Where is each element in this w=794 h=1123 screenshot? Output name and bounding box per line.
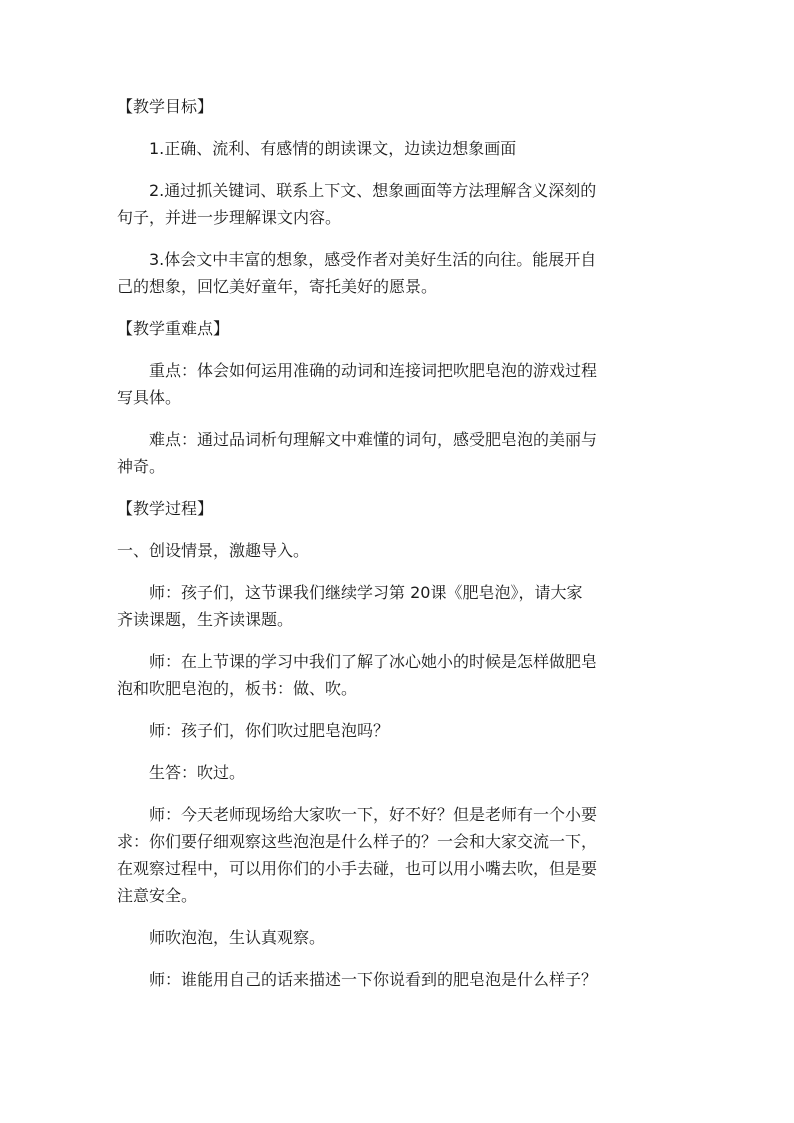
section-title-1: 一、创设情景，激趣导入。: [117, 541, 310, 560]
dialogue-3: 师：孩子们，你们吹过肥皂泡吗？: [149, 721, 390, 740]
document-body: [117, 93, 690, 993]
dialogue-5-line-4: 注意安全。: [117, 886, 198, 905]
heading-teaching-process: 【教学过程】: [117, 499, 214, 518]
dialogue-1-line-1: 师：孩子们，这节课我们继续学习第 20课《肥皂泡》，请大家: [149, 583, 583, 602]
goal-item-3-line-2: 己的想象，回忆美好童年，寄托美好的愿景。: [117, 277, 438, 296]
dialogue-7: 师：谁能用自己的话来描述一下你说看到的肥皂泡是什么样子？: [149, 970, 598, 989]
heading-key-difficult-points: 【教学重难点】: [117, 319, 230, 338]
dialogue-5-line-1: 师：今天老师现场给大家吹一下，好不好？但是老师有一个小要: [149, 805, 598, 824]
dialogue-5-line-2: 求：你们要仔细观察这些泡泡是什么样子的？一会和大家交流一下，: [117, 832, 598, 851]
difficulty-line-2: 神奇。: [117, 457, 166, 476]
dialogue-4: 生答：吹过。: [149, 763, 246, 782]
dialogue-2-line-2: 泡和吹肥皂泡的，板书：做、吹。: [117, 679, 358, 698]
dialogue-6: 师吹泡泡，生认真观察。: [149, 928, 326, 947]
key-point-line-1: 重点：体会如何运用准确的动词和连接词把吹肥皂泡的游戏过程: [149, 361, 598, 380]
goal-item-1: 1.正确、流利、有感情的朗读课文，边读边想象画面: [149, 139, 517, 158]
goal-item-2-line-1: 2.通过抓关键词、联系上下文、想象画面等方法理解含义深刻的: [149, 181, 597, 200]
dialogue-1-line-2: 齐读课题，生齐读课题。: [117, 610, 294, 629]
key-point-line-2: 写具体。: [117, 388, 182, 407]
heading-teaching-goals: 【教学目标】: [117, 97, 214, 116]
dialogue-5-line-3: 在观察过程中，可以用你们的小手去碰，也可以用小嘴去吹，但是要: [117, 859, 598, 878]
goal-item-3-line-1: 3.体会文中丰富的想象，感受作者对美好生活的向往。能展开自: [149, 250, 597, 269]
goal-item-2-line-2: 句子，并进一步理解课文内容。: [117, 208, 342, 227]
dialogue-2-line-1: 师：在上节课的学习中我们了解了冰心她小的时候是怎样做肥皂: [149, 652, 598, 671]
difficulty-line-1: 难点：通过品词析句理解文中难懂的词句，感受肥皂泡的美丽与: [149, 430, 598, 449]
